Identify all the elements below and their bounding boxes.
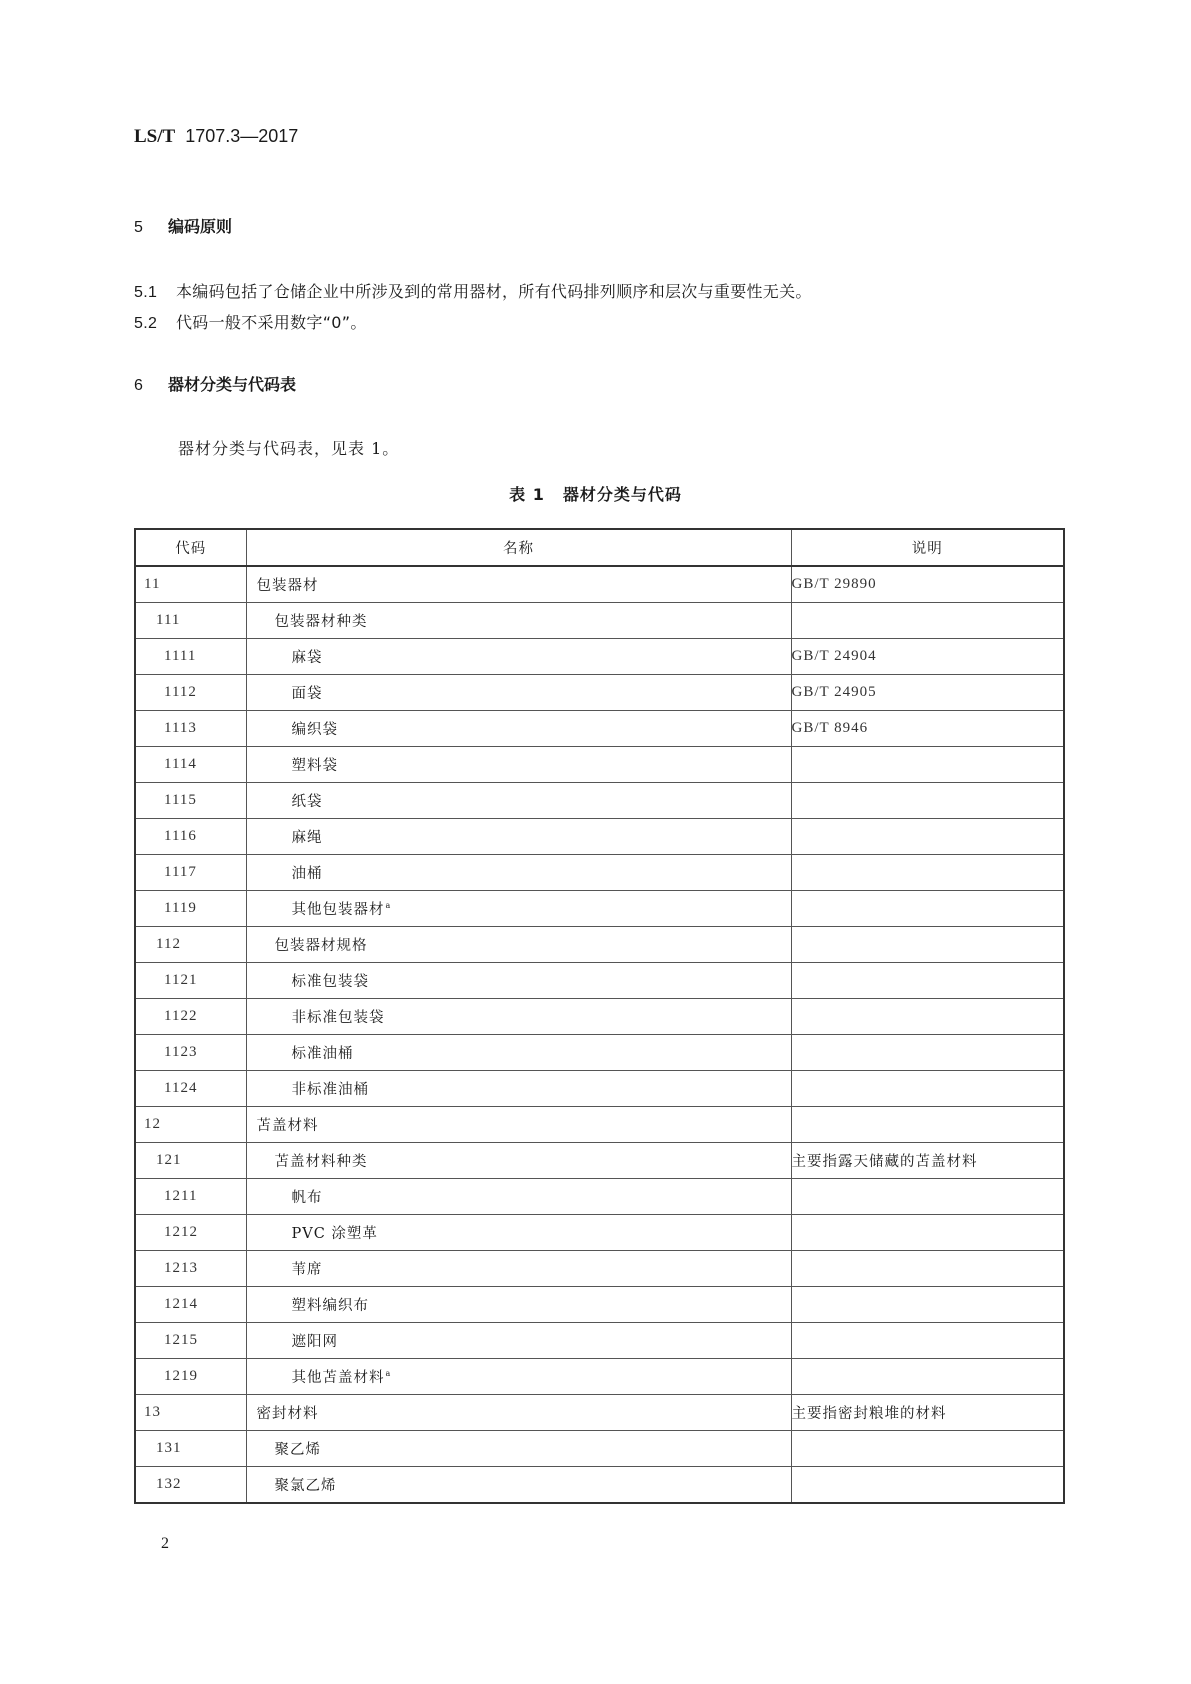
cell-note (791, 1179, 1064, 1215)
cell-name (246, 1071, 791, 1107)
cell-note (791, 1251, 1064, 1287)
table-row (135, 1287, 1064, 1323)
name-text: 其他包装器材 (291, 902, 385, 918)
cell-note (791, 747, 1064, 783)
cell-name (246, 891, 791, 927)
note-text: 主要指露天储藏的苫盖材料 (791, 1154, 978, 1170)
name-text: PVC 涂塑革 (291, 1226, 378, 1242)
name-text: 编织袋 (291, 722, 338, 738)
table-row (135, 1179, 1064, 1215)
cell-code: 12 (135, 1107, 246, 1143)
cell-note (791, 1071, 1064, 1107)
cell-name (246, 747, 791, 783)
cell-name (246, 1215, 791, 1251)
name-text: 苫盖材料种类 (274, 1154, 368, 1170)
section-number: 6 (134, 377, 143, 394)
table-row (135, 747, 1064, 783)
table-number: 表 1 (509, 485, 545, 504)
cell-name (246, 927, 791, 963)
cell-code: 1123 (135, 1035, 246, 1071)
cell-name (246, 855, 791, 891)
note-text: GB/T 29890 (791, 576, 877, 592)
table-row (135, 675, 1064, 711)
cell-code: 1124 (135, 1071, 246, 1107)
cell-note (791, 1143, 1064, 1179)
cell-code: 1212 (135, 1215, 246, 1251)
note-text: 主要指密封粮堆的材料 (791, 1406, 947, 1422)
name-text: 苫盖材料 (256, 1118, 319, 1134)
cell-code: 1116 (135, 819, 246, 855)
table-row (135, 1431, 1064, 1467)
cell-name (246, 819, 791, 855)
footnote-marker: a (385, 1369, 392, 1379)
section-title: 器材分类与代码表 (168, 375, 297, 394)
table-row (135, 1071, 1064, 1107)
cell-name (246, 1467, 791, 1504)
name-text: 帆布 (291, 1190, 323, 1206)
name-text: 密封材料 (256, 1406, 319, 1422)
cell-name (246, 711, 791, 747)
table-row (135, 566, 1064, 603)
name-text: 塑料袋 (291, 758, 338, 774)
cell-code: 1122 (135, 999, 246, 1035)
cell-code: 1121 (135, 963, 246, 999)
name-text: 标准包装袋 (291, 974, 369, 990)
name-text: 聚乙烯 (274, 1442, 321, 1458)
cell-note (791, 639, 1064, 675)
cell-name (246, 566, 791, 603)
name-text: 油桶 (291, 866, 323, 882)
cell-name (246, 675, 791, 711)
cell-note (791, 927, 1064, 963)
clause-text: 本编码包括了仓储企业中所涉及到的常用器材，所有代码排列顺序和层次与重要性无关。 (176, 282, 812, 301)
table-row (135, 999, 1064, 1035)
name-text: 聚氯乙烯 (274, 1478, 337, 1494)
table-title: 器材分类与代码 (562, 485, 682, 504)
table-row (135, 819, 1064, 855)
column-header-name: 名称 (246, 529, 791, 566)
name-text: 标准油桶 (291, 1046, 354, 1062)
name-text: 其他苫盖材料 (291, 1370, 385, 1386)
table-header-row (135, 529, 1064, 566)
footnote-marker: a (385, 901, 392, 911)
cell-note (791, 1323, 1064, 1359)
cell-note (791, 1215, 1064, 1251)
standard-number: 1707.3—2017 (185, 126, 299, 146)
cell-note (791, 1395, 1064, 1431)
cell-note (791, 1359, 1064, 1395)
cell-note (791, 603, 1064, 639)
cell-code: 1119 (135, 891, 246, 927)
cell-note (791, 1107, 1064, 1143)
table-caption (0, 482, 1191, 505)
cell-code: 1112 (135, 675, 246, 711)
cell-code: 121 (135, 1143, 246, 1179)
name-text: 遮阳网 (291, 1334, 338, 1350)
note-text: GB/T 24905 (791, 684, 877, 700)
cell-code: 111 (135, 603, 246, 639)
table-row (135, 1251, 1064, 1287)
cell-name (246, 963, 791, 999)
cell-code: 1214 (135, 1287, 246, 1323)
cell-note (791, 711, 1064, 747)
table-row (135, 1035, 1064, 1071)
name-text: 麻袋 (291, 650, 323, 666)
cell-name (246, 1179, 791, 1215)
cell-name (246, 1323, 791, 1359)
classification-table (134, 528, 1065, 1504)
table-row (135, 1215, 1064, 1251)
cell-name (246, 603, 791, 639)
cell-name (246, 1287, 791, 1323)
cell-note (791, 819, 1064, 855)
table-row (135, 1323, 1064, 1359)
table-row (135, 639, 1064, 675)
cell-name (246, 1251, 791, 1287)
cell-code: 131 (135, 1431, 246, 1467)
table-row (135, 963, 1064, 999)
cell-note (791, 891, 1064, 927)
cell-code: 1111 (135, 639, 246, 675)
cell-code: 11 (135, 566, 246, 603)
standard-prefix: LS/T (134, 126, 176, 147)
table-row (135, 855, 1064, 891)
cell-code: 1215 (135, 1323, 246, 1359)
cell-note (791, 963, 1064, 999)
note-text: GB/T 24904 (791, 648, 877, 664)
table-row (135, 927, 1064, 963)
cell-code: 13 (135, 1395, 246, 1431)
cell-code: 1211 (135, 1179, 246, 1215)
section-title: 编码原则 (168, 217, 233, 236)
cell-note (791, 1431, 1064, 1467)
table-row (135, 1395, 1064, 1431)
cell-code: 1113 (135, 711, 246, 747)
cell-note (791, 1467, 1064, 1504)
section-6-heading (134, 372, 296, 395)
cell-name (246, 1143, 791, 1179)
cell-code: 1115 (135, 783, 246, 819)
name-text: 包装器材 (256, 578, 319, 594)
cell-name (246, 783, 791, 819)
cell-code: 1213 (135, 1251, 246, 1287)
cell-name (246, 1395, 791, 1431)
page-number: 2 (161, 1535, 169, 1552)
name-text: 非标准油桶 (291, 1082, 369, 1098)
cell-name (246, 1107, 791, 1143)
cell-note (791, 999, 1064, 1035)
table-body (135, 566, 1064, 1503)
name-text: 包装器材种类 (274, 614, 368, 630)
section-6-intro: 器材分类与代码表，见表 1。 (178, 439, 400, 458)
table-row (135, 1467, 1064, 1504)
clause-number: 5.2 (134, 315, 158, 332)
cell-code: 1114 (135, 747, 246, 783)
note-text: GB/T 8946 (791, 720, 869, 736)
cell-name (246, 1431, 791, 1467)
cell-name (246, 999, 791, 1035)
clause-5-2 (134, 310, 367, 333)
cell-name (246, 639, 791, 675)
column-header-code: 代码 (135, 529, 246, 566)
section-number: 5 (134, 219, 143, 236)
table-row (135, 1143, 1064, 1179)
cell-code: 1117 (135, 855, 246, 891)
standard-designation (134, 126, 298, 148)
cell-note (791, 675, 1064, 711)
section-5-heading (134, 214, 232, 237)
cell-note (791, 566, 1064, 603)
column-header-note: 说明 (791, 529, 1064, 566)
name-text: 面袋 (291, 686, 323, 702)
table-row (135, 783, 1064, 819)
name-text: 纸袋 (291, 794, 323, 810)
cell-note (791, 1287, 1064, 1323)
cell-note (791, 1035, 1064, 1071)
cell-name (246, 1035, 791, 1071)
name-text: 非标准包装袋 (291, 1010, 385, 1026)
cell-name (246, 1359, 791, 1395)
name-text: 塑料编织布 (291, 1298, 369, 1314)
clause-text: 代码一般不采用数字“0”。 (176, 313, 367, 332)
table-row (135, 711, 1064, 747)
cell-code: 112 (135, 927, 246, 963)
cell-note (791, 855, 1064, 891)
name-text: 麻绳 (291, 830, 323, 846)
name-text: 包装器材规格 (274, 938, 368, 954)
clause-5-1 (134, 279, 812, 302)
cell-code: 132 (135, 1467, 246, 1504)
table-row (135, 1359, 1064, 1395)
cell-note (791, 783, 1064, 819)
table-row (135, 891, 1064, 927)
clause-number: 5.1 (134, 284, 158, 301)
name-text: 苇席 (291, 1262, 323, 1278)
table-row (135, 603, 1064, 639)
cell-code: 1219 (135, 1359, 246, 1395)
table-row (135, 1107, 1064, 1143)
